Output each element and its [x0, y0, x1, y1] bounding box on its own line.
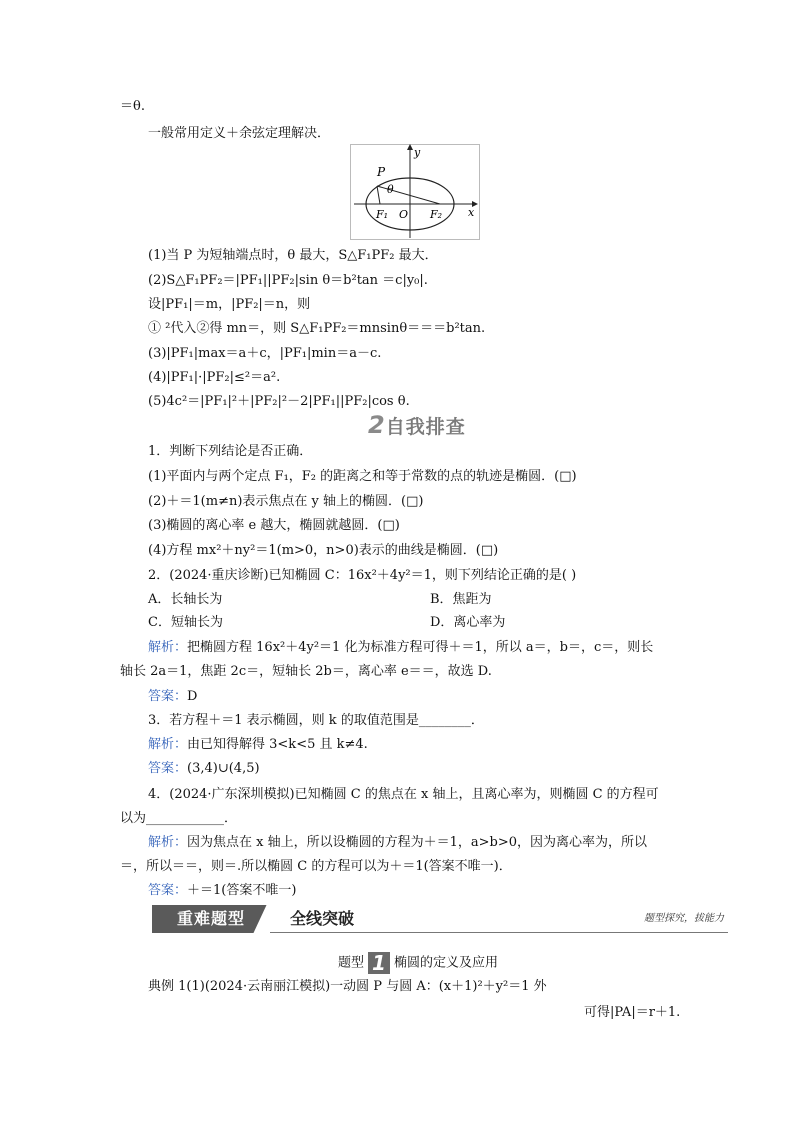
question-stem: 1．判断下列结论是否正确． [148, 444, 313, 459]
analysis-text: 轴长 2a＝1，焦距 2c＝，短轴长 2b＝，离心率 e＝＝，故选 D. [120, 664, 492, 679]
topic-heading [338, 952, 498, 974]
analysis-label: 解析： [148, 640, 188, 655]
answer-value: ＋＝1(答案不唯一) [187, 883, 297, 898]
ellipse-figure [350, 144, 480, 240]
statement: (1)平面内与两个定点 F₁，F₂ 的距离之和等于常数的点的轨迹是椭圆．(□) [148, 469, 577, 484]
answer-label: 答案： [148, 883, 188, 898]
section-right-caption: 题型探究，拔能力 [644, 913, 724, 924]
option-d: D．离心率为 [430, 615, 506, 630]
label-F1: F₁ [376, 208, 389, 221]
option-c: C．短轴长为 [148, 615, 223, 630]
option-a: A．长轴长为 [148, 592, 223, 607]
topic-title: 椭圆的定义及应用 [393, 955, 498, 971]
statement: (4)方程 mx²＋ny²＝1(m>0，n>0)表示的曲线是椭圆．(□) [148, 543, 499, 558]
text-line: (3)|PF₁|max＝a＋c，|PF₁|min＝a－c. [148, 346, 382, 361]
analysis-text: 因为焦点在 x 轴上，所以设椭圆的方程为＋＝1，a>b>0，因为离心率为，所以 [187, 835, 648, 850]
statement: (3)椭圆的离心率 e 越大，椭圆就越圆．(□) [148, 518, 400, 533]
label-theta: θ [387, 183, 394, 196]
answer-label: 答案： [148, 689, 188, 704]
question-stem: 2．(2024·重庆诊断)已知椭圆 C：16x²＋4y²＝1，则下列结论正确的是( ) [148, 568, 577, 583]
section-middle-title: 全线突破 [290, 909, 355, 928]
analysis-text: 由已知得解得 3<k<5 且 k≠4. [187, 737, 368, 752]
question-stem: 4．(2024·广东深圳模拟)已知椭圆 C 的焦点在 x 轴上，且离心率为，则椭圆 C 的方程可 [148, 787, 659, 802]
topic-prefix: 题型 [338, 955, 365, 971]
banner-number: 2 [368, 411, 386, 439]
text-line: (5)4c²＝|PF₁|²＋|PF₂|²－2|PF₁||PF₂|cos θ. [148, 394, 410, 409]
analysis-line [148, 639, 653, 657]
analysis-text: ＝，所以＝＝，则＝.所以椭圆 C 的方程可以为＋＝1(答案不唯一)． [120, 859, 512, 874]
analysis-line [148, 736, 368, 754]
answer-line [148, 688, 197, 706]
analysis-label: 解析： [148, 835, 188, 850]
text-line: (2)S△F₁PF₂＝|PF₁||PF₂|sin θ＝b²tan ＝c|y₀|. [148, 273, 428, 288]
text-line: 一般常用定义＋余弦定理解决． [148, 126, 331, 141]
answer-value: D [187, 689, 198, 704]
example-line: 典例 1(1)(2024·云南丽江模拟)一动圆 P 与圆 A：(x＋1)²＋y²＝1 外 [148, 979, 547, 994]
section-left-title: 重难题型 [152, 905, 270, 933]
answer-value: (3,4)∪(4,5) [187, 761, 260, 776]
banner-text: 自我排查 [385, 416, 466, 438]
analysis-text: 把椭圆方程 16x²＋4y²＝1 化为标准方程可得＋＝1，所以 a＝，b＝，c＝，则长 [187, 640, 654, 655]
text-line: (1)当 P 为短轴端点时，θ 最大，S△F₁PF₂ 最大． [148, 248, 438, 263]
label-F2: F₂ [430, 208, 443, 221]
answer-label: 答案： [148, 761, 188, 776]
statement: (2)＋＝1(m≠n)表示焦点在 y 轴上的椭圆．(□) [148, 494, 424, 509]
analysis-label: 解析： [148, 737, 188, 752]
label-y: y [414, 146, 421, 159]
label-P: P [377, 165, 386, 179]
text-line: ＝θ. [120, 99, 145, 114]
option-b: B．焦距为 [430, 592, 492, 607]
text-line: (4)|PF₁|·|PF₂|≤²＝a². [148, 370, 281, 385]
topic-number: 1 [368, 952, 390, 974]
answer-line [148, 760, 260, 778]
section-banner [368, 411, 466, 439]
analysis-line [148, 834, 647, 852]
label-x: x [468, 206, 475, 219]
section-rule [270, 932, 728, 933]
section-bar [152, 905, 728, 933]
text-line: 可得|PA|＝r＋1. [584, 1005, 681, 1020]
question-stem: 以为____________． [120, 811, 238, 826]
answer-line [148, 882, 296, 900]
question-stem: 3．若方程＋＝1 表示椭圆，则 k 的取值范围是________． [148, 713, 484, 728]
label-O: O [399, 208, 409, 221]
text-line: ① ²代入②得 mn＝，则 S△F₁PF₂＝mnsinθ＝＝＝b²tan. [148, 321, 486, 336]
text-line: 设|PF₁|＝m，|PF₂|＝n，则 [148, 297, 311, 312]
